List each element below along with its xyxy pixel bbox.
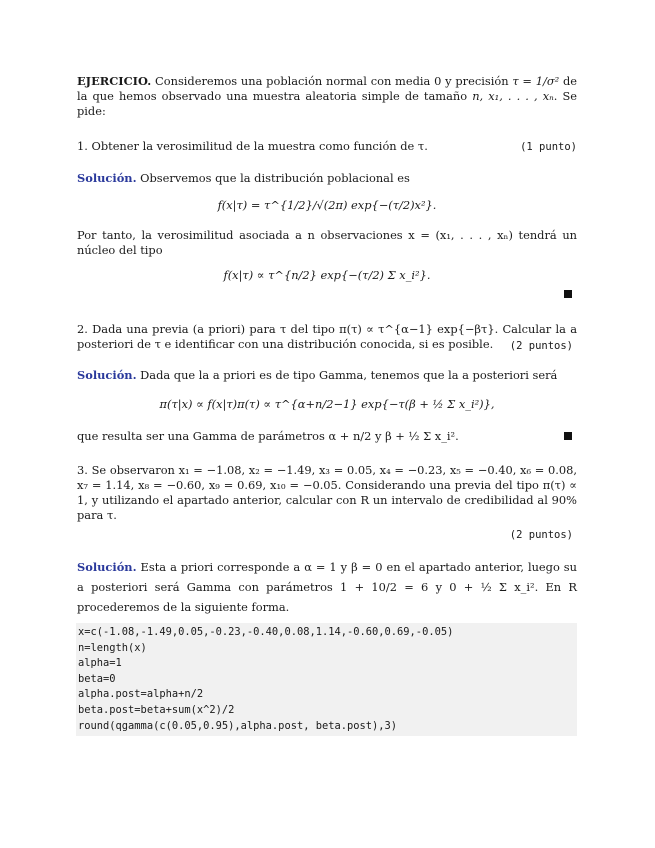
question-3: 3. Se observaron x₁ = −1.08, x₂ = −1.49, x₃ = 0.05, x₄ = −0.23, x₅ = −0.40, x₆ = 0.08, x₇ = 1.14, x₈ = −0.60, x₉ = 0.69, x₁₀ = −0.05. Considerando una previa del tipo π(τ) ∝ 1, y utilizando el apartado anterior, calcular con R un intervalo de credibilidad al 90% para τ. — [77, 463, 577, 522]
points-badge: (2 puntos) — [509, 340, 573, 352]
equation-density: f(x|τ) = τ^{1/2}/√(2π) exp{−(τ/2)x²}. — [217, 198, 437, 212]
code-line: round(qgamma(c(0.05,0.95),alpha.post, beta.post),3) — [78, 719, 398, 732]
solution-1: Solución. Observemos que la distribución poblacional es — [77, 171, 410, 185]
points-row-3 — [77, 529, 577, 541]
solution-label: Solución. — [77, 560, 137, 574]
qed-mark — [564, 432, 572, 440]
points-badge: (1 punto) — [520, 141, 577, 153]
code-line: alpha.post=alpha+n/2 — [78, 688, 204, 701]
code-line: alpha=1 — [78, 657, 122, 670]
equation-likelihood: f(x|τ) ∝ τ^{n/2} exp{−(τ/2) Σ x_i²}. — [223, 268, 431, 282]
code-line: x=c(-1.08,-1.49,0.05,-0.23,-0.40,0.08,1.14,-0.60,0.69,-0.05) — [78, 626, 454, 638]
qed-row-1 — [77, 284, 577, 300]
code-line: beta=0 — [78, 672, 116, 685]
points-badge: (2 puntos) — [509, 529, 573, 541]
question-2: 2. Dada una previa (a priori) para τ del tipo π(τ) ∝ τ^{α−1} exp{−βτ}. Calcular la a posteriori de τ e identificar con una distribución conocida, si es posible. (2 puntos) — [77, 322, 577, 352]
equation-posterior: π(τ|x) ∝ f(x|τ)π(τ) ∝ τ^{α+n/2−1} exp{−τ(β + ½ Σ x_i²)}, — [159, 397, 495, 411]
exercise-heading: EJERCICIO. — [77, 74, 152, 88]
qed-mark — [564, 290, 572, 298]
solution-2: Solución. Dada que la a priori es de tipo Gamma, tenemos que la a posteriori será — [77, 368, 558, 382]
solution-label: Solución. — [77, 368, 137, 382]
likelihood-paragraph: Por tanto, la verosimilitud asociada a n observaciones x = (x₁, . . . , xₙ) tendrá un núcleo del tipo — [77, 228, 577, 257]
solution-label: Solución. — [77, 171, 137, 185]
gamma-result: que resulta ser una Gamma de parámetros α + n/2 y β + ½ Σ x_i². — [77, 429, 577, 443]
tau-definition: τ = 1/σ² — [512, 74, 560, 88]
document-page — [77, 74, 577, 736]
r-code-block — [76, 623, 577, 736]
code-line: beta.post=beta+sum(x^2)/2 — [78, 703, 235, 716]
code-line: n=length(x) — [78, 641, 147, 654]
intro-paragraph: EJERCICIO. Consideremos una población normal con media 0 y precisión τ = 1/σ² de la que hemos observado una muestra aleatoria simple de tamaño n, x₁, . . . , xₙ. Se pide: — [77, 74, 578, 118]
question-1: 1. Obtener la verosimilitud de la muestra como función de τ. (1 punto) — [77, 139, 577, 153]
solution-3: Solución. Esta a priori corresponde a α = 1 y β = 0 en el apartado anterior, luego su a posteriori será Gamma con parámetros 1 + 10/2 = 6 y 0 + ½ Σ x_i². En R procederemos de la siguiente forma. — [77, 560, 577, 614]
